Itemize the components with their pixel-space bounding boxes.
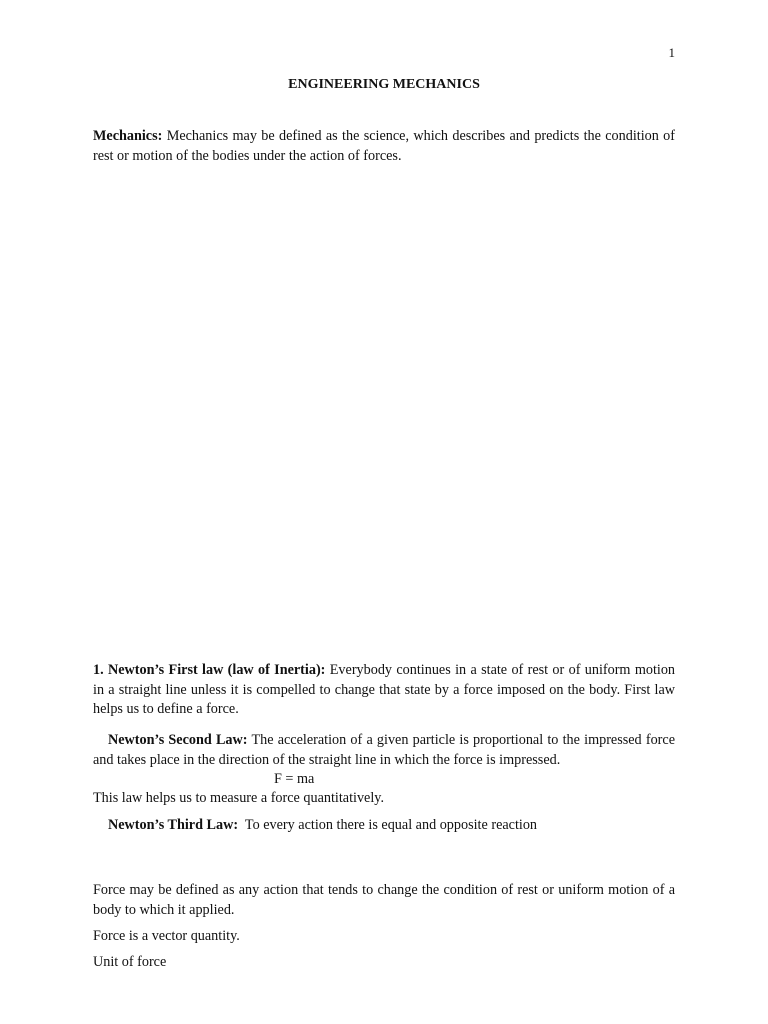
second-law-paragraph: [93, 731, 675, 770]
page-number: 1: [668, 45, 675, 60]
third-law-text: To every action there is equal and opposite reaction: [244, 817, 538, 833]
third-law-term: Newton’s Third Law:: [108, 817, 239, 833]
second-law-text: The acceleration of a given particle is proportional to the impressed force and takes place in the direction of the straight line in which the force is impressed.: [93, 732, 675, 768]
force-vector-statement: Force is a vector quantity.: [93, 928, 240, 944]
unit-of-force-heading: Unit of force: [93, 954, 167, 970]
first-law-term: 1. Newton’s First law (law of Inertia):: [93, 662, 326, 678]
mechanics-term: Mechanics:: [93, 128, 163, 144]
second-law-note: This law helps us to measure a force quantitatively.: [93, 790, 385, 806]
second-law-term: Newton’s Second Law:: [108, 732, 248, 748]
first-law-paragraph: [93, 661, 675, 720]
first-law-text: Everybody continues in a state of rest or of uniform motion in a straight line unless it is compelled to change that state by a force imposed on the body. First law helps us to define a force.: [93, 662, 676, 717]
mechanics-text: Mechanics may be defined as the science, which describes and predicts the condition of rest or motion of the bodies under the action of forces.: [93, 128, 675, 164]
force-definition: Force may be defined as any action that tends to change the condition of rest or uniform motion of a body to which it applied.: [93, 882, 675, 918]
mechanics-definition: [93, 127, 675, 166]
third-law-paragraph: [93, 816, 675, 836]
document-title: ENGINEERING MECHANICS: [288, 77, 480, 92]
second-law-formula: F = ma: [274, 771, 315, 787]
